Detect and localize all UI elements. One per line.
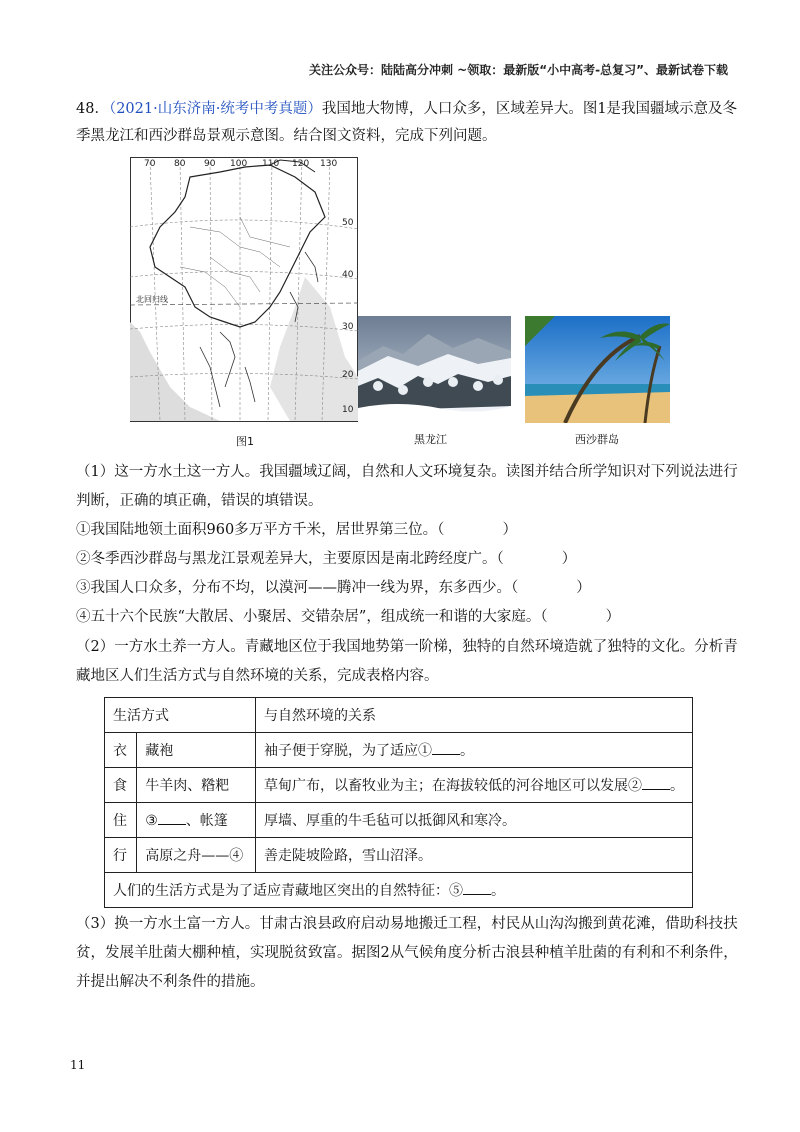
table-row [105,838,693,873]
lon-label: 80 [174,159,186,169]
table-row [105,698,693,733]
part1-statement4: ④五十六个民族“大散居、小聚居、交错杂居”，组成统一和谐的大家庭。（ ） [76,609,621,625]
part1-statement3: ③我国人口众多，分布不均，以漠河——腾冲一线为界，东多西少。（ ） [76,580,591,596]
heilongjiang-photo [358,316,511,423]
part1-line2: 判断，正确的填正确，错误的填错误。 [76,493,323,509]
lat-label: 30 [342,322,354,332]
table-cell-key: 住 [105,803,137,838]
table-footer: 人们的生活方式是为了适应青藏地区突出的自然特征：⑤ 。 [105,873,693,908]
table-cell-item: 牛羊肉、糌粑 [137,768,256,803]
table-header-lifestyle: 生活方式 [105,698,256,733]
lon-label: 100 [230,159,248,169]
lon-label: 110 [262,159,280,169]
question-stem-line2: 季黑龙江和西沙群岛景观示意图。结合图文资料，完成下列问题。 [76,128,497,144]
lat-label: 40 [342,270,354,280]
part1-statement1: ①我国陆地领土面积960多万平方千米，居世界第三位。（ ） [76,522,517,538]
table-cell-item: ③ 、帐篷 [137,803,256,838]
part1-line1: （1）这一方水土这一方人。我国疆域辽阔，自然和人文环境复杂。读图并结合所学知识对下列说法进行 [76,464,738,480]
table-cell-relation: 草甸广布，以畜牧业为主；在海拔较低的河谷地区可以发展② 。 [256,768,693,803]
lon-label: 120 [292,159,310,169]
table-row [105,873,693,908]
lat-label: 10 [342,405,354,415]
table-cell-key: 食 [105,768,137,803]
table-cell-key: 衣 [105,733,137,768]
stem-text: 我国地大物博，人口众多，区域差异大。图1是我国疆域示意及冬 [321,101,738,117]
page-header: 关注公众号：陆陆高分冲刺 ~领取：最新版“小中高考-总复习”、最新试卷下载 [309,63,728,77]
part3-line3: 并提出解决不利条件的措施。 [76,974,265,990]
lifestyle-table [104,697,693,908]
photo2-caption: 西沙群岛 [575,433,619,446]
table-header-relation: 与自然环境的关系 [256,698,693,733]
lat-label: 50 [342,218,354,228]
table-cell-relation: 厚墙、厚重的牛毛毡可以抵御风和寒冷。 [256,803,693,838]
lon-label: 90 [204,159,216,169]
xisha-photo [525,316,670,423]
part3-line2: 贫，发展羊肚菌大棚种植，实现脱贫致富。据图2从气候角度分析古浪县种植羊肚菌的有利和不利条件， [76,945,738,961]
china-map-figure [130,157,358,422]
lat-label: 20 [342,370,354,380]
lon-label: 70 [144,159,156,169]
table-cell-item: 高原之舟——④ [137,838,256,873]
table-cell-relation: 袖子便于穿脱，为了适应① 。 [256,733,693,768]
table-row [105,803,693,838]
question-stem-line1 [76,99,737,119]
page-number: 11 [70,1058,86,1072]
table-cell-key: 行 [105,838,137,873]
part2-line1: （2）一方水土养一方人。青藏地区位于我国地势第一阶梯，独特的自然环境造就了独特的文化。分析青 [76,639,738,655]
question-source: （2021·山东济南·统考中考真题） [108,101,322,117]
question-number: 48． [76,101,109,117]
map-caption: 图1 [236,435,254,448]
table-row [105,733,693,768]
part3-line1: （3）换一方水土富一方人。甘肃古浪县政府启动易地搬迁工程，村民从山沟沟搬到黄花滩，借助科技扶 [76,916,738,932]
table-cell-item: 藏袍 [137,733,256,768]
part1-statement2: ②冬季西沙群岛与黑龙江景观差异大，主要原因是南北跨经度广。（ ） [76,551,577,567]
part2-line2: 藏地区人们生活方式与自然环境的关系，完成表格内容。 [76,668,439,684]
table-row [105,768,693,803]
table-cell-relation: 善走陡坡险路，雪山沼泽。 [256,838,693,873]
photo1-caption: 黑龙江 [414,433,447,446]
tropic-label: 北回归线 [136,295,168,304]
lon-label: 130 [320,159,338,169]
